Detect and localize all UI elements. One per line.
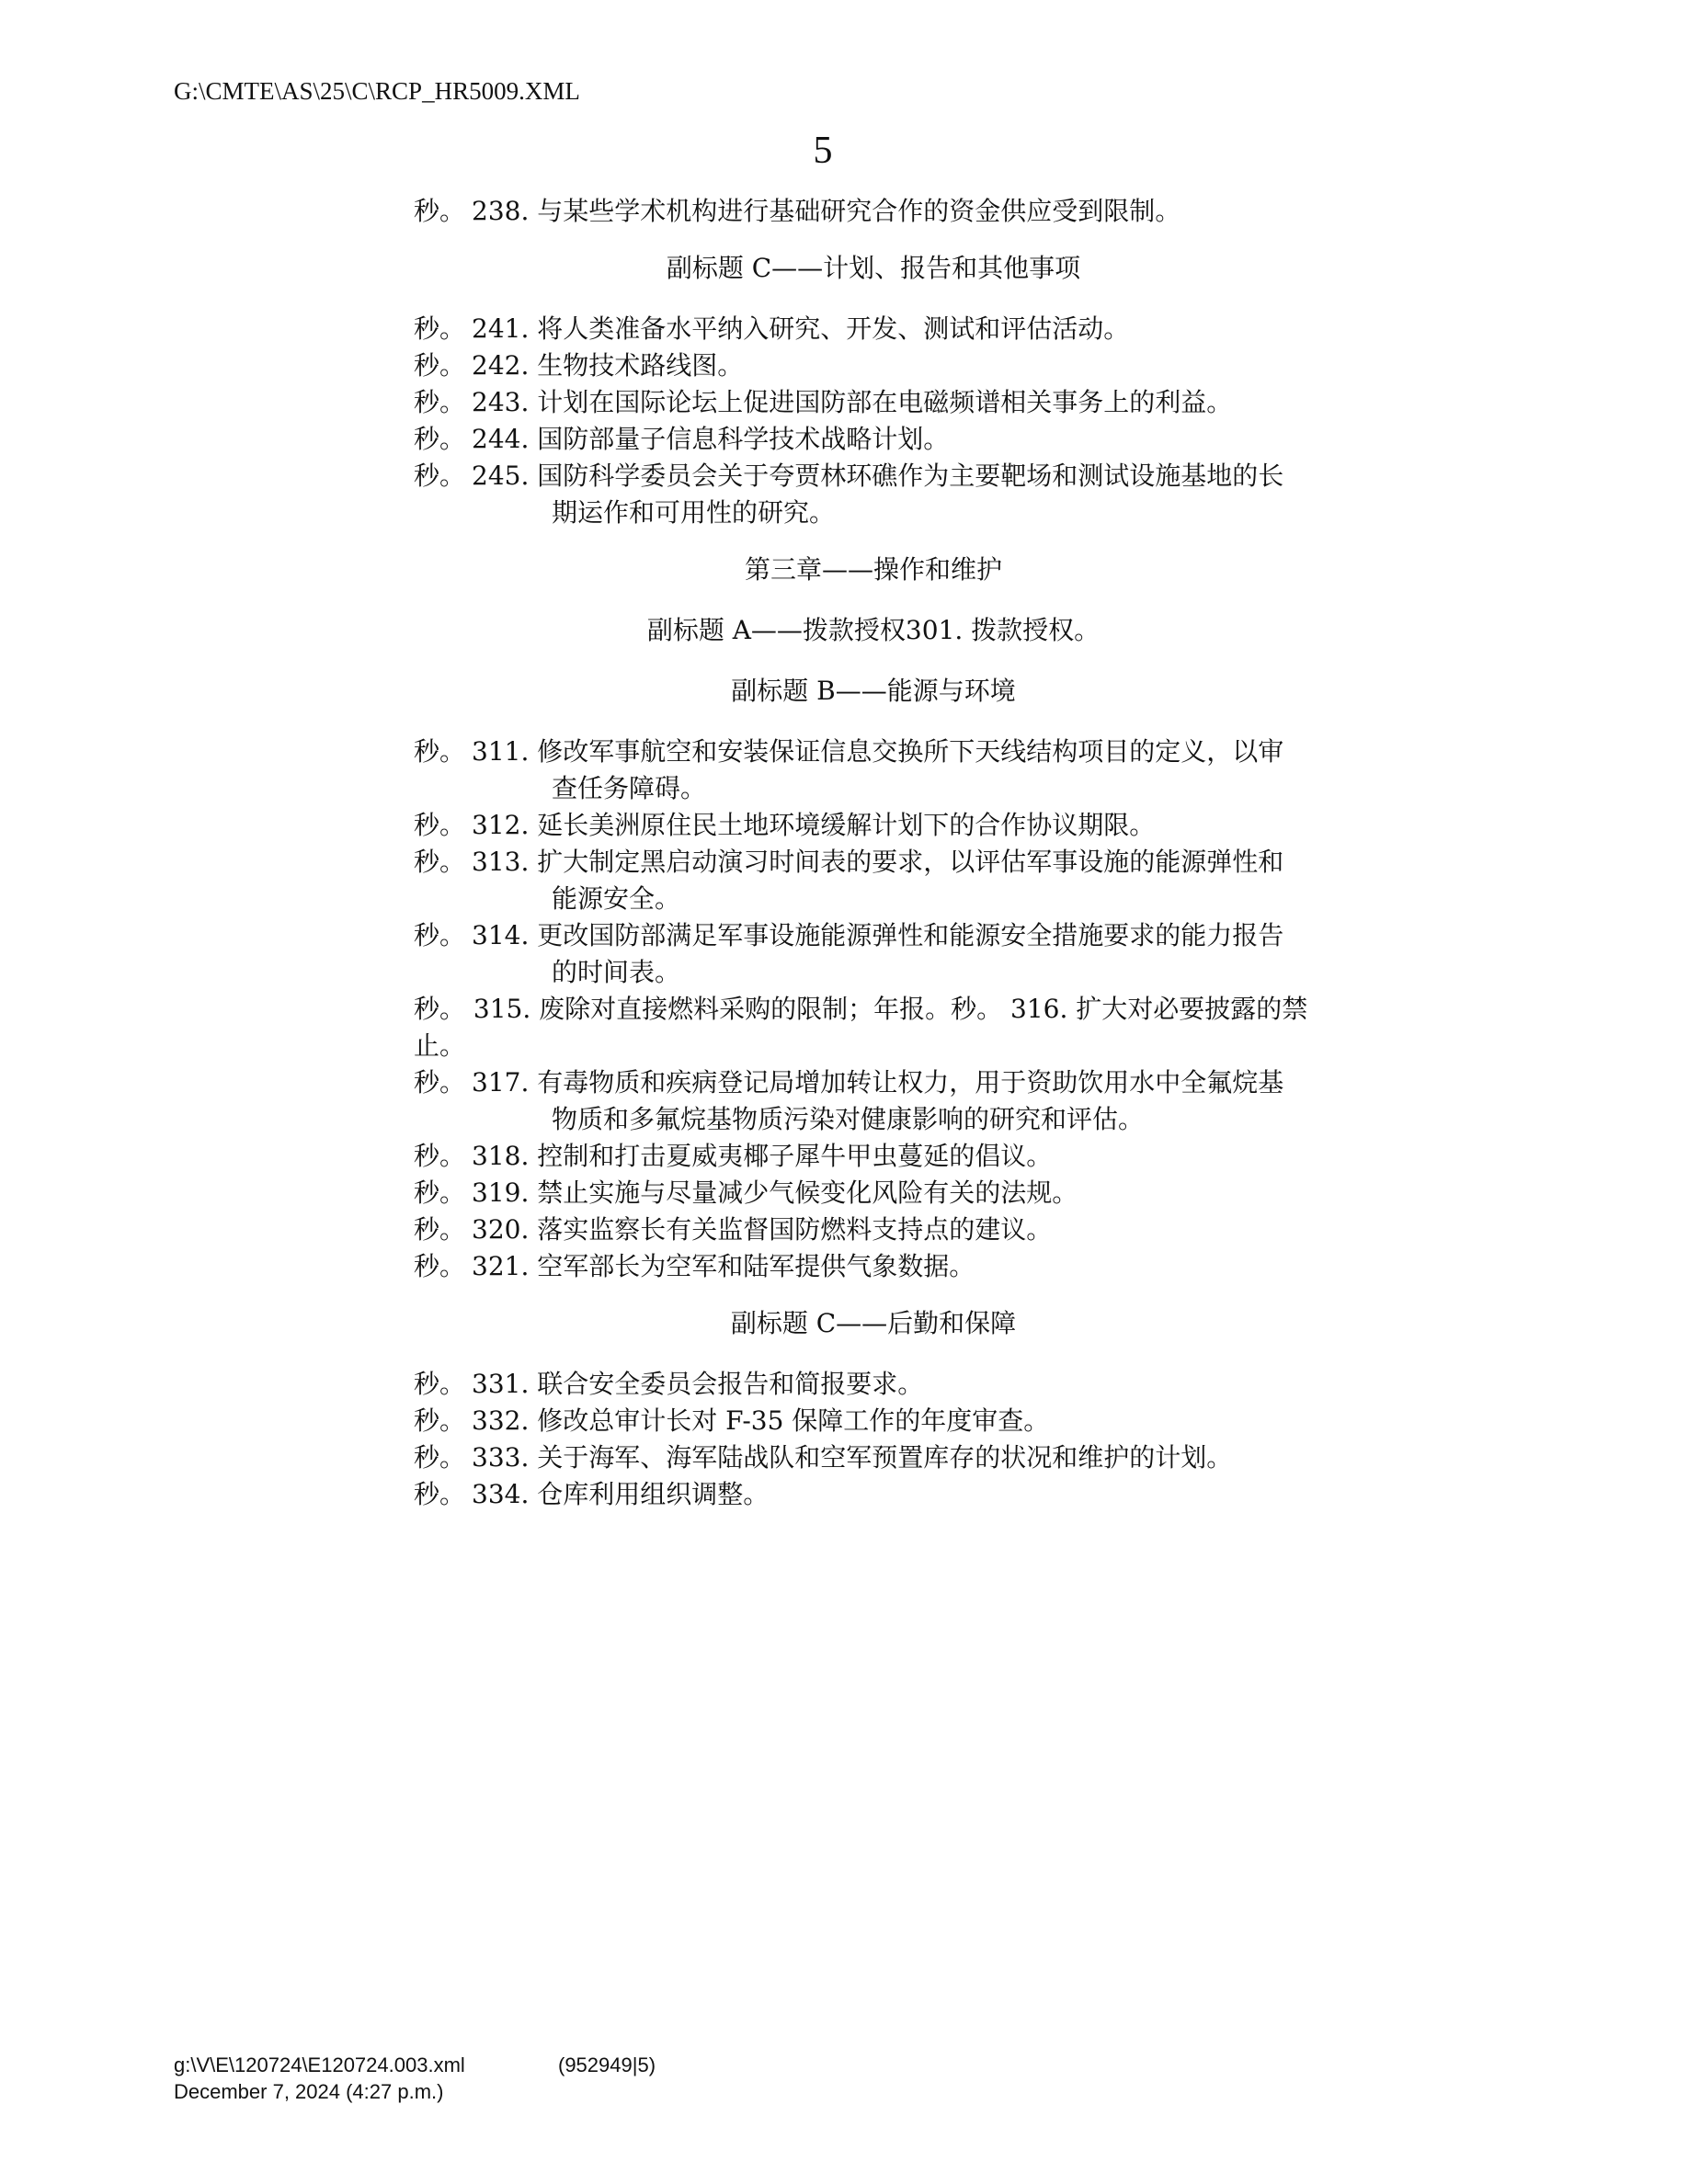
subtitle-heading-c-logistics: 副标题 C——后勤和保障 bbox=[730, 1308, 1017, 1338]
subtitle-heading-b-energy: 副标题 B——能源与环境 bbox=[731, 676, 1016, 706]
section-title: 321. 空军部长为空军和陆军提供气象数据。 bbox=[472, 1251, 975, 1281]
section-mark: 秒。 bbox=[414, 1214, 466, 1245]
footer-date: December 7, 2024 (4:27 p.m.) bbox=[174, 2080, 444, 2103]
toc-entry-243[interactable] bbox=[414, 384, 1342, 421]
section-title: 秒。 315. 废除对直接燃料采购的限制；年报。秒。 316. 扩大对必要披露的禁 bbox=[414, 994, 1308, 1024]
section-title: 311. 修改军事航空和安装保证信息交换所下天线结构项目的定义，以审 bbox=[472, 736, 1284, 767]
section-title: 320. 落实监察长有关监督国防燃料支持点的建议。 bbox=[472, 1214, 1053, 1245]
section-mark: 秒。 bbox=[414, 1251, 466, 1281]
section-title: 314. 更改国防部满足军事设施能源弹性和能源安全措施要求的能力报告 bbox=[472, 920, 1284, 950]
section-mark: 秒。 bbox=[414, 313, 466, 344]
table-of-contents bbox=[414, 193, 1342, 1513]
section-mark: 秒。 bbox=[414, 196, 466, 226]
toc-entry-312[interactable] bbox=[414, 807, 1342, 844]
section-mark: 秒。 bbox=[414, 387, 466, 417]
section-title: 245. 国防科学委员会关于夸贾林环礁作为主要靶场和测试设施基地的长 bbox=[472, 461, 1284, 491]
section-mark: 秒。 bbox=[414, 1369, 466, 1399]
section-title: 319. 禁止实施与尽量减少气候变化风险有关的法规。 bbox=[472, 1177, 1078, 1208]
section-mark: 秒。 bbox=[414, 810, 466, 840]
toc-entry-314[interactable] bbox=[414, 917, 1342, 991]
toc-entry-241[interactable] bbox=[414, 311, 1342, 347]
section-title: 242. 生物技术路线图。 bbox=[472, 350, 744, 381]
section-mark: 秒。 bbox=[414, 920, 466, 950]
section-title-continued: 的时间表。 bbox=[552, 957, 681, 987]
toc-entry-242[interactable] bbox=[414, 347, 1342, 384]
section-title: 241. 将人类准备水平纳入研究、开发、测试和评估活动。 bbox=[472, 313, 1130, 344]
section-title: 313. 扩大制定黑启动演习时间表的要求，以评估军事设施的能源弹性和 bbox=[472, 847, 1284, 877]
section-mark: 秒。 bbox=[414, 424, 466, 454]
footer-file-path: g:\V\E\120724\E120724.003.xml bbox=[174, 2053, 465, 2076]
section-title: 318. 控制和打击夏威夷椰子犀牛甲虫蔓延的倡议。 bbox=[472, 1141, 1053, 1171]
section-mark: 秒。 bbox=[414, 1141, 466, 1171]
toc-entry-245[interactable] bbox=[414, 458, 1342, 531]
toc-entry-311[interactable] bbox=[414, 734, 1342, 807]
section-title-continued: 能源安全。 bbox=[552, 883, 681, 914]
section-mark: 秒。 bbox=[414, 736, 466, 767]
section-title: 238. 与某些学术机构进行基础研究合作的资金供应受到限制。 bbox=[472, 196, 1181, 226]
section-mark: 秒。 bbox=[414, 1067, 466, 1098]
footer-code: (952949|5) bbox=[558, 2053, 656, 2076]
toc-entry-315-316[interactable] bbox=[414, 991, 1342, 1064]
toc-entry-331[interactable] bbox=[414, 1366, 1342, 1403]
header-file-path: G:\CMTE\AS\25\C\RCP_HR5009.XML bbox=[174, 77, 580, 105]
title-heading-3: 第三章——操作和维护 bbox=[744, 554, 1002, 585]
section-title: 317. 有毒物质和疾病登记局增加转让权力，用于资助饮用水中全氟烷基 bbox=[472, 1067, 1284, 1098]
section-title: 243. 计划在国际论坛上促进国防部在电磁频谱相关事务上的利益。 bbox=[472, 387, 1233, 417]
section-title: 331. 联合安全委员会报告和简报要求。 bbox=[472, 1369, 924, 1399]
section-title: 332. 修改总审计长对 F-35 保障工作的年度审查。 bbox=[472, 1405, 1050, 1436]
section-title: 312. 延长美洲原住民土地环境缓解计划下的合作协议期限。 bbox=[472, 810, 1156, 840]
toc-entry-238[interactable] bbox=[414, 193, 1342, 230]
toc-entry-332[interactable] bbox=[414, 1403, 1342, 1439]
toc-entry-321[interactable] bbox=[414, 1248, 1342, 1285]
section-title-continued: 查任务障碍。 bbox=[552, 773, 707, 803]
section-title: 334. 仓库利用组织调整。 bbox=[472, 1479, 770, 1509]
section-mark: 秒。 bbox=[414, 1479, 466, 1509]
section-mark: 秒。 bbox=[414, 461, 466, 491]
subtitle-heading-c-plans: 副标题 C——计划、报告和其他事项 bbox=[666, 253, 1081, 283]
toc-entry-318[interactable] bbox=[414, 1138, 1342, 1175]
toc-entry-334[interactable] bbox=[414, 1476, 1342, 1513]
toc-entry-317[interactable] bbox=[414, 1064, 1342, 1138]
section-title: 244. 国防部量子信息科学技术战略计划。 bbox=[472, 424, 950, 454]
toc-entry-244[interactable] bbox=[414, 421, 1342, 458]
section-title: 333. 关于海军、海军陆战队和空军预置库存的状况和维护的计划。 bbox=[472, 1442, 1233, 1473]
section-mark: 秒。 bbox=[414, 1177, 466, 1208]
section-mark: 秒。 bbox=[414, 847, 466, 877]
section-title-continued: 止。 bbox=[414, 1030, 466, 1061]
section-title-continued: 期运作和可用性的研究。 bbox=[552, 497, 836, 528]
section-mark: 秒。 bbox=[414, 1405, 466, 1436]
section-title-continued: 物质和多氟烷基物质污染对健康影响的研究和评估。 bbox=[552, 1104, 1145, 1134]
toc-entry-313[interactable] bbox=[414, 844, 1342, 917]
subtitle-heading-a-authorization: 副标题 A——拨款授权301. 拨款授权。 bbox=[646, 615, 1101, 645]
page-footer bbox=[174, 2052, 656, 2105]
toc-entry-320[interactable] bbox=[414, 1211, 1342, 1248]
toc-entry-333[interactable] bbox=[414, 1439, 1342, 1476]
section-mark: 秒。 bbox=[414, 1442, 466, 1473]
toc-entry-319[interactable] bbox=[414, 1175, 1342, 1211]
section-mark: 秒。 bbox=[414, 350, 466, 381]
page-number: 5 bbox=[813, 130, 833, 172]
